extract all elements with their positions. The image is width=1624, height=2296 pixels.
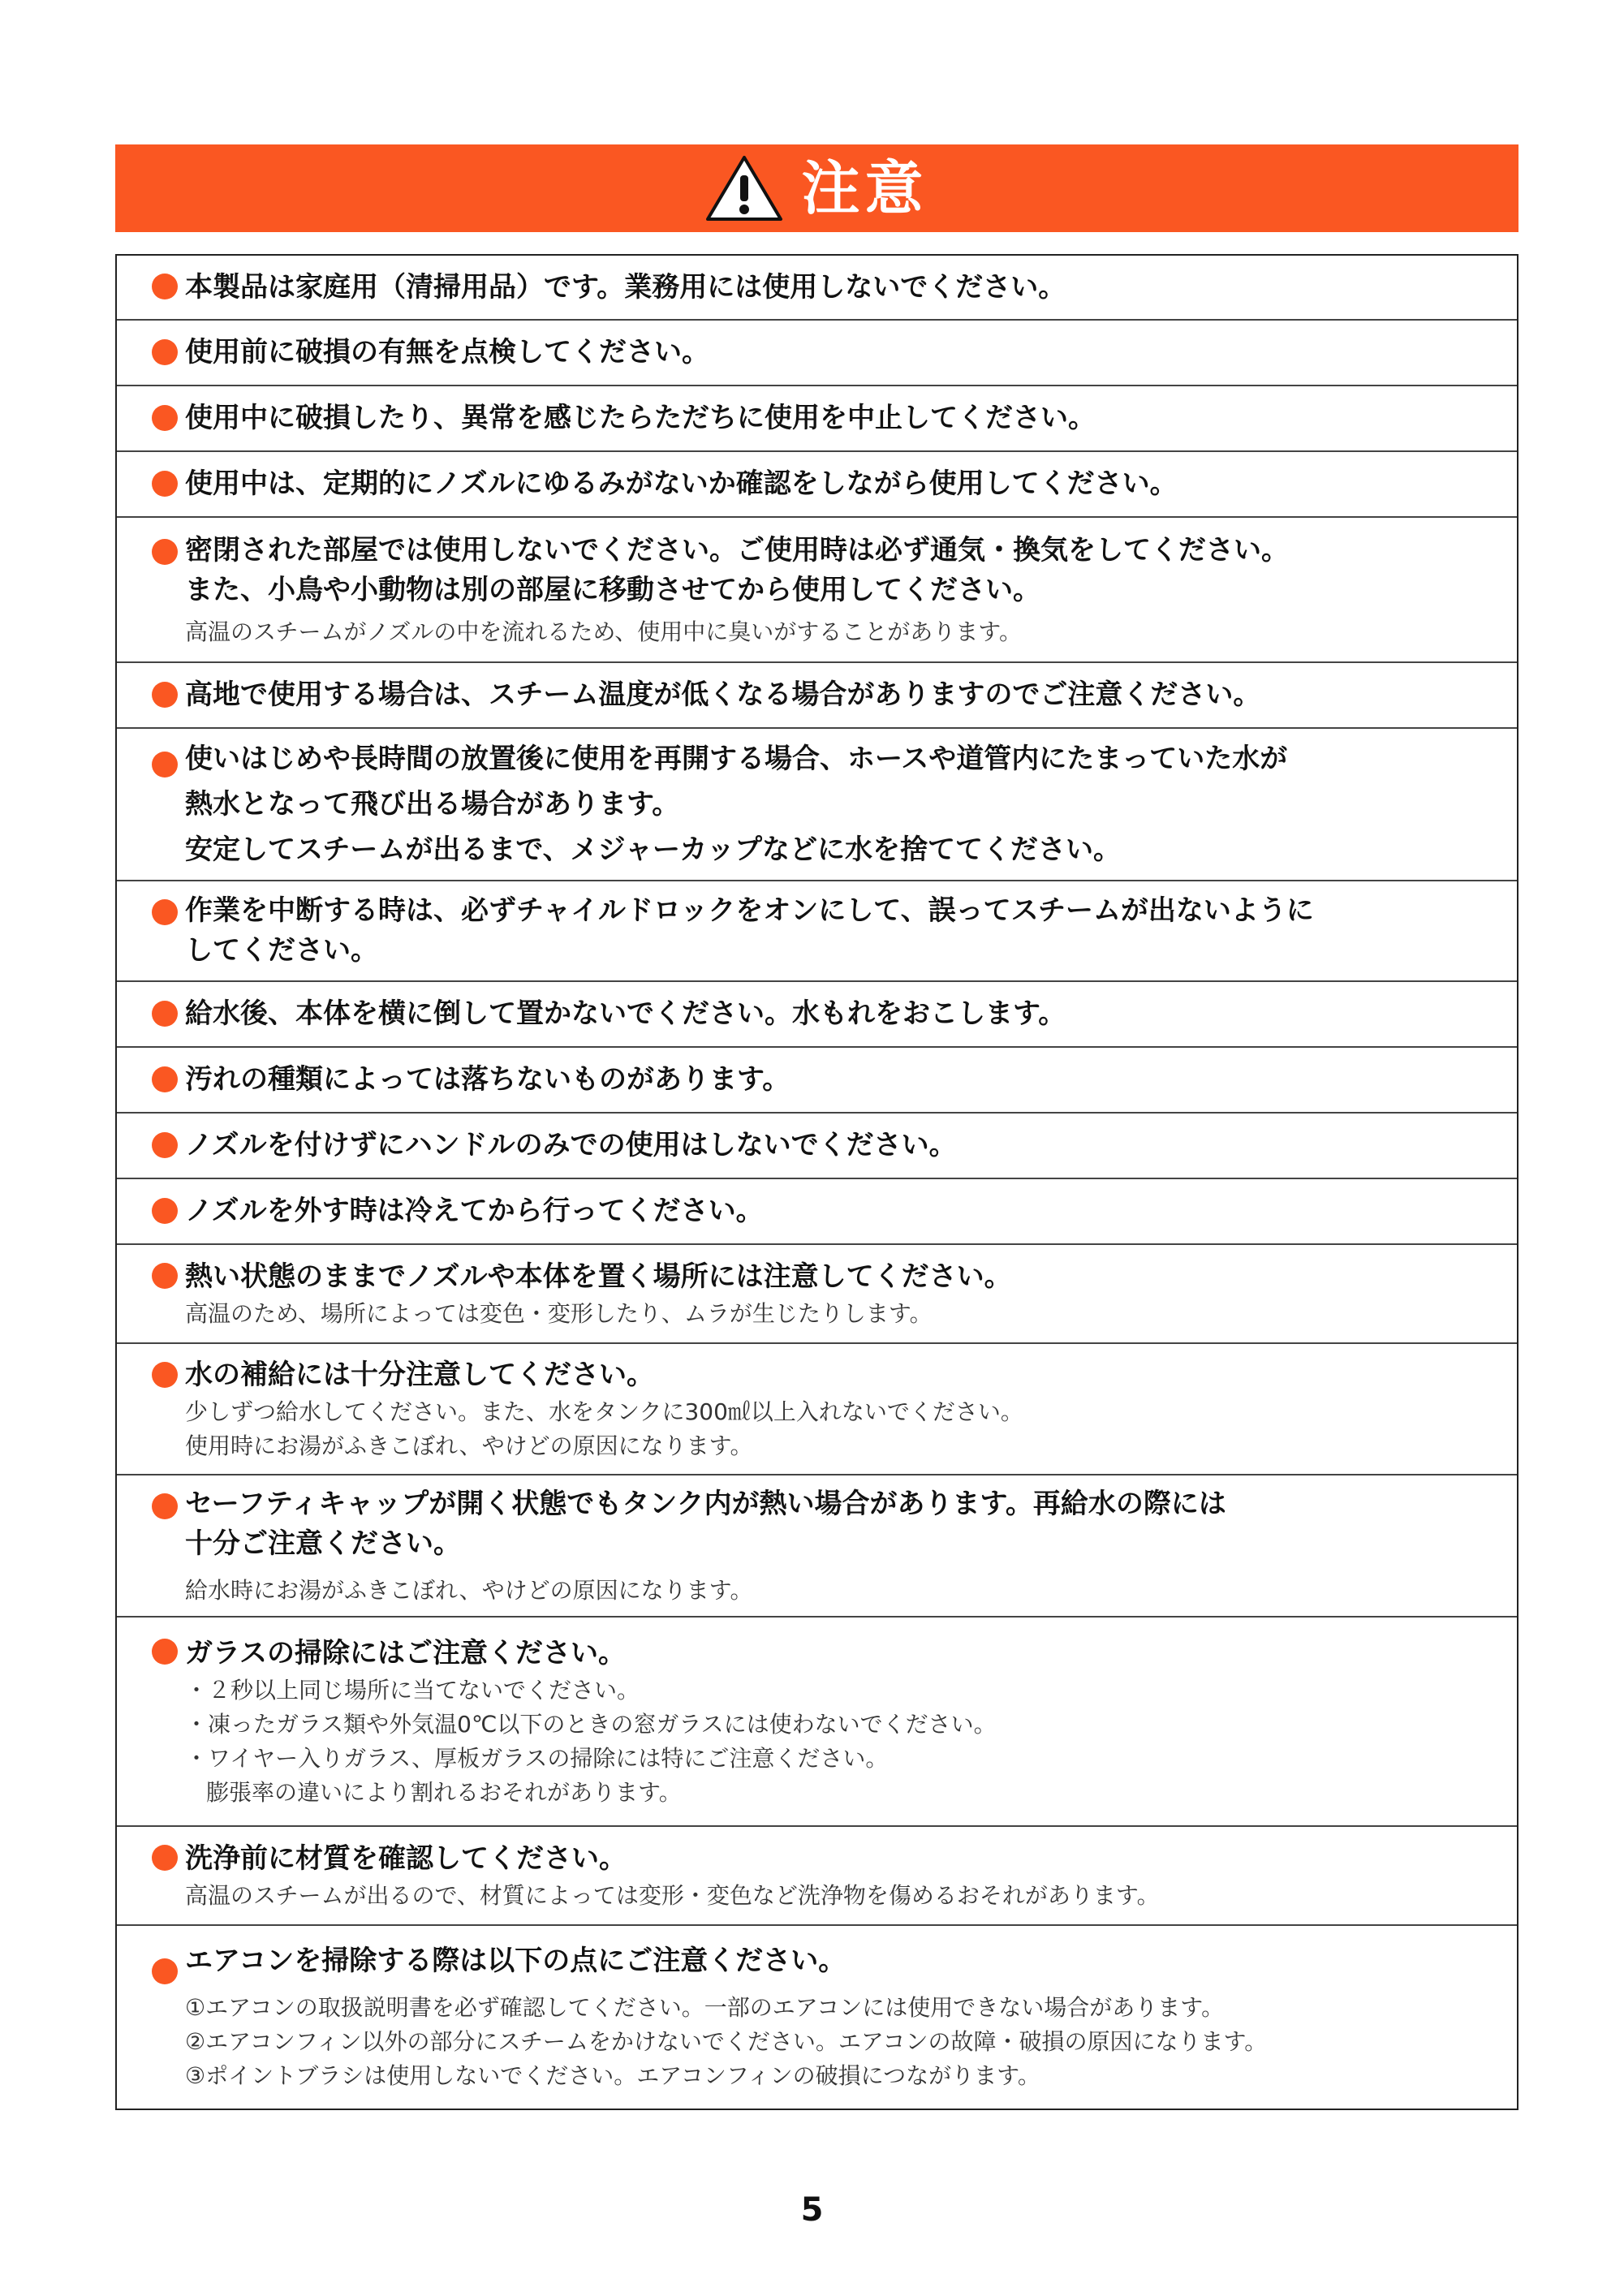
caution-text: ノズルを外す時は冷えてから行ってください。 bbox=[185, 1195, 764, 1227]
caution-note: 膨張率の違いにより割れるおそれがあります。 bbox=[206, 1778, 682, 1806]
bullet-icon bbox=[152, 1493, 178, 1519]
caution-note: ・２秒以上同じ場所に当てないでください。 bbox=[185, 1676, 640, 1704]
bullet-icon bbox=[152, 899, 178, 925]
caution-note: ①エアコンの取扱説明書を必ず確認してください。一部のエアコンには使用できない場合があります。 bbox=[185, 1994, 1225, 2021]
caution-item bbox=[117, 518, 1517, 663]
caution-text: してください。 bbox=[185, 934, 378, 967]
caution-item bbox=[117, 1048, 1517, 1114]
caution-item bbox=[117, 1344, 1517, 1475]
caution-list bbox=[115, 254, 1518, 2110]
bullet-icon bbox=[152, 1066, 178, 1092]
caution-item bbox=[117, 1245, 1517, 1344]
caution-item bbox=[117, 1475, 1517, 1618]
caution-text: 使用中に破損したり、異常を感じたらただちに使用を中止してください。 bbox=[185, 402, 1096, 434]
bullet-icon bbox=[152, 1958, 178, 1984]
caution-item bbox=[117, 256, 1517, 321]
caution-item bbox=[117, 982, 1517, 1048]
caution-text: 作業を中断する時は、必ずチャイルドロックをオンにして、誤ってスチームが出ないように bbox=[185, 894, 1314, 927]
caution-item bbox=[117, 1926, 1517, 2109]
bullet-icon bbox=[152, 274, 178, 299]
caution-text: 安定してスチームが出るまで、メジャーカップなどに水を捨ててください。 bbox=[185, 834, 1121, 866]
caution-text: 密閉された部屋では使用しないでください。ご使用時は必ず通気・換気をしてください。 bbox=[185, 533, 1289, 566]
caution-text: 洗浄前に材質を確認してください。 bbox=[185, 1842, 627, 1875]
caution-item bbox=[117, 452, 1517, 518]
caution-note: ②エアコンフィン以外の部分にスチームをかけないでください。エアコンの故障・破損の原因になります。 bbox=[185, 2028, 1268, 2055]
caution-note: 少しずつ給水してください。また、水をタンクに300㎖以上入れないでください。 bbox=[185, 1398, 1023, 1425]
caution-text: 使用中は、定期的にノズルにゆるみがないか確認をしながら使用してください。 bbox=[185, 467, 1178, 500]
caution-item bbox=[117, 1618, 1517, 1827]
caution-text: ガラスの掃除にはご注意ください。 bbox=[185, 1636, 626, 1669]
bullet-icon bbox=[152, 752, 178, 778]
bullet-icon bbox=[152, 1198, 178, 1224]
caution-note: 給水時にお湯がふきこぼれ、やけどの原因になります。 bbox=[185, 1576, 753, 1604]
caution-item bbox=[117, 1827, 1517, 1926]
page-number: 5 bbox=[800, 2191, 824, 2229]
caution-text: 水の補給には十分注意してください。 bbox=[185, 1358, 654, 1391]
caution-note: 高温のスチームが出るので、材質によっては変形・変色など洗浄物を傷めるおそれがあります。 bbox=[185, 1881, 1160, 1909]
caution-item bbox=[117, 386, 1517, 452]
caution-text: また、小鳥や小動物は別の部屋に移動させてから使用してください。 bbox=[185, 573, 1040, 606]
caution-note: ・凍ったガラス類や外気温0℃以下のときの窓ガラスには使わないでください。 bbox=[185, 1710, 997, 1738]
caution-item bbox=[117, 881, 1517, 982]
bullet-icon bbox=[152, 682, 178, 708]
bullet-icon bbox=[152, 1362, 178, 1388]
bullet-icon bbox=[152, 1845, 178, 1871]
caution-note: ・ワイヤー入りガラス、厚板ガラスの掃除には特にご注意ください。 bbox=[185, 1744, 889, 1772]
bullet-icon bbox=[152, 539, 178, 565]
caution-item bbox=[117, 1114, 1517, 1179]
caution-item bbox=[117, 729, 1517, 881]
bullet-icon bbox=[152, 405, 178, 431]
caution-note: 使用時にお湯がふきこぼれ、やけどの原因になります。 bbox=[185, 1432, 753, 1459]
caution-text: ノズルを付けずにハンドルのみでの使用はしないでください。 bbox=[185, 1129, 957, 1161]
bullet-icon bbox=[152, 471, 178, 497]
caution-text: 熱い状態のままでノズルや本体を置く場所には注意してください。 bbox=[185, 1260, 1012, 1293]
caution-text: 使用前に破損の有無を点検してください。 bbox=[185, 336, 709, 368]
caution-text: 熱水となって飛び出る場合があります。 bbox=[185, 788, 680, 821]
bullet-icon bbox=[152, 1001, 178, 1027]
caution-banner bbox=[115, 144, 1518, 232]
caution-note: 高温のスチームがノズルの中を流れるため、使用中に臭いがすることがあります。 bbox=[185, 618, 1022, 645]
caution-text: 給水後、本体を横に倒して置かないでください。水もれをおこします。 bbox=[185, 997, 1066, 1030]
caution-text: 高地で使用する場合は、スチーム温度が低くなる場合がありますのでご注意ください。 bbox=[185, 678, 1261, 711]
caution-text: 十分ご注意ください。 bbox=[185, 1527, 461, 1560]
caution-note: 高温のため、場所によっては変色・変形したり、ムラが生じたりします。 bbox=[185, 1299, 933, 1327]
caution-text: セーフティキャップが開く状態でもタンク内が熱い場合があります。再給水の際には bbox=[185, 1487, 1226, 1520]
caution-text: エアコンを掃除する際は以下の点にご注意ください。 bbox=[185, 1945, 846, 1977]
warning-triangle-icon bbox=[705, 154, 783, 222]
caution-item bbox=[117, 321, 1517, 386]
bullet-icon bbox=[152, 1263, 178, 1289]
caution-note: ③ポイントブラシは使用しないでください。エアコンフィンの破損につながります。 bbox=[185, 2062, 1040, 2089]
caution-text: 使いはじめや長時間の放置後に使用を再開する場合、ホースや道管内にたまっていた水が bbox=[185, 743, 1288, 775]
bullet-icon bbox=[152, 339, 178, 365]
caution-item bbox=[117, 1179, 1517, 1245]
caution-item bbox=[117, 663, 1517, 729]
bullet-icon bbox=[152, 1132, 178, 1158]
bullet-icon bbox=[152, 1639, 178, 1665]
banner-title: 注意 bbox=[801, 154, 928, 222]
caution-text: 本製品は家庭用（清掃用品）です。業務用には使用しないでください。 bbox=[185, 270, 1066, 304]
caution-text: 汚れの種類によっては落ちないものがあります。 bbox=[185, 1063, 790, 1096]
